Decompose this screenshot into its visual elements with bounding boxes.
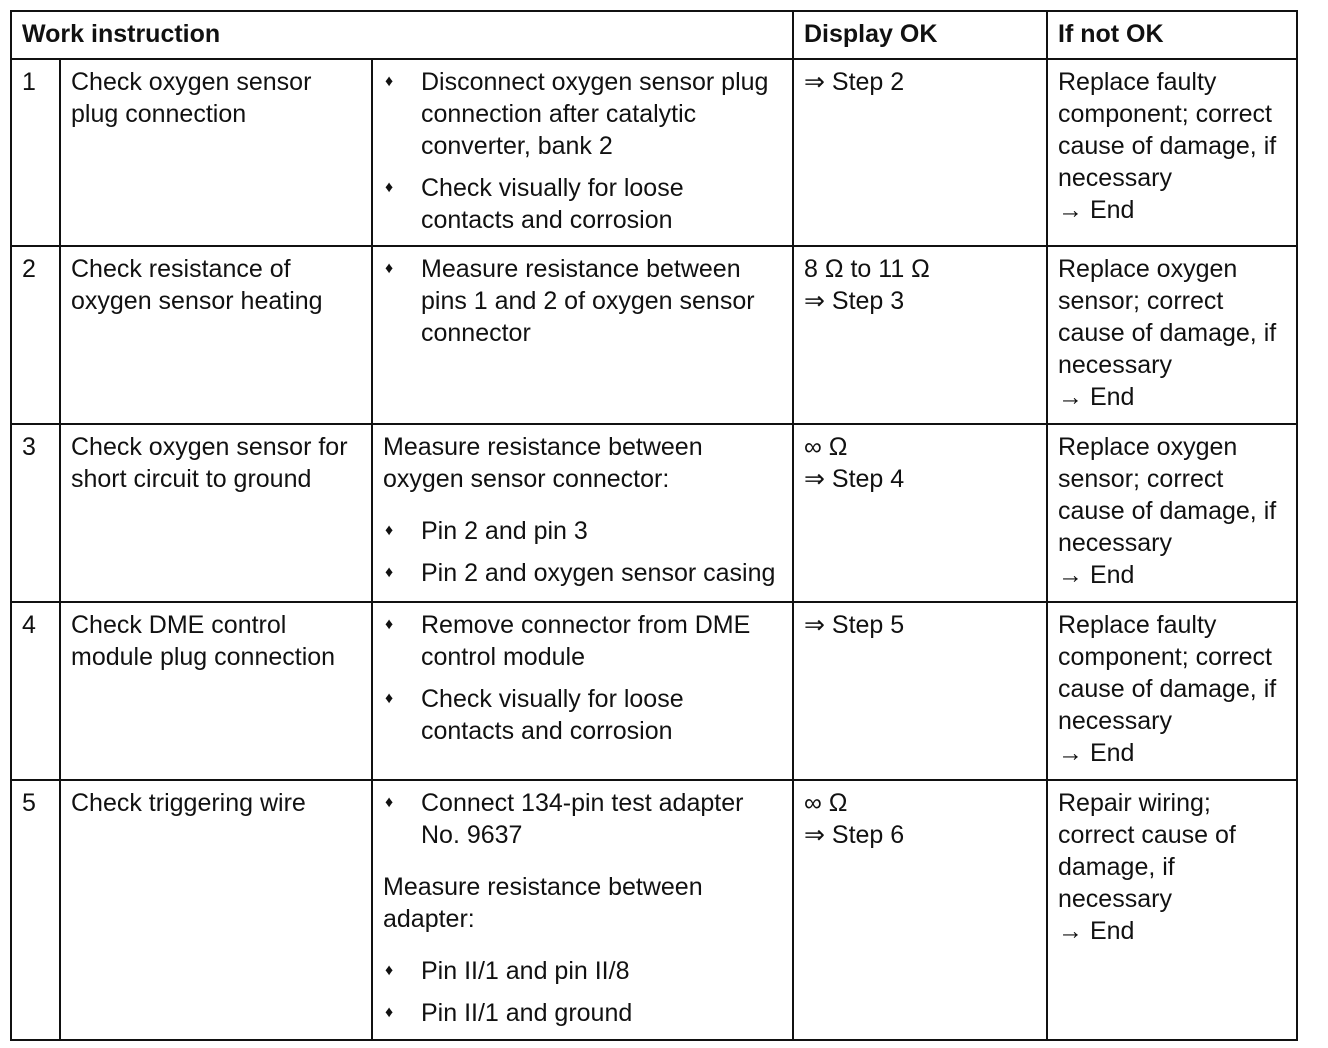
bullet-diamond-icon: ♦ bbox=[385, 690, 394, 707]
bullet-diamond-icon: ♦ bbox=[385, 616, 394, 633]
header-display-ok: Display OK bbox=[793, 11, 1047, 59]
bullet-item: ♦ Measure resistance between pins 1 and 2 of oxygen sensor connector bbox=[385, 255, 755, 347]
bullet-diamond-icon: ♦ bbox=[385, 1004, 394, 1021]
bullet-item: ♦ Check visually for loose contacts and corrosion bbox=[385, 685, 684, 745]
table-row bbox=[11, 780, 1297, 1040]
instruction-text: Measure resistance between oxygen sensor connector: bbox=[383, 433, 703, 493]
bullet-item: ♦ Pin II/1 and ground bbox=[385, 999, 633, 1027]
table-row bbox=[11, 424, 1297, 602]
display-ok-cell: ⇒ Step 5 bbox=[793, 602, 1047, 780]
bullet-item: ♦ Pin II/1 and pin II/8 bbox=[385, 957, 630, 985]
check-description: Check oxygen sensor plug connection bbox=[60, 59, 372, 246]
action-cell bbox=[372, 424, 793, 602]
bullet-diamond-icon: ♦ bbox=[385, 962, 394, 979]
bullet-diamond-icon: ♦ bbox=[385, 260, 394, 277]
bullet-item: ♦ Check visually for loose contacts and corrosion bbox=[385, 174, 684, 234]
bullet-item: ♦ Pin 2 and oxygen sensor casing bbox=[385, 559, 776, 587]
if-not-ok-cell: Replace oxygen sensor; correct cause of damage, if necessary → End bbox=[1047, 246, 1297, 424]
bullet-diamond-icon: ♦ bbox=[385, 522, 394, 539]
table-row bbox=[11, 246, 1297, 424]
if-not-ok-cell: Replace faulty component; correct cause of damage, if necessary → End bbox=[1047, 59, 1297, 246]
bullet-diamond-icon: ♦ bbox=[385, 73, 394, 90]
table-row bbox=[11, 602, 1297, 780]
bullet-item: ♦ Connect 134-pin test adapter No. 9637 bbox=[385, 789, 744, 849]
header-work-instruction: Work instruction bbox=[11, 11, 793, 59]
step-number: 2 bbox=[11, 246, 60, 424]
work-instruction-table bbox=[10, 10, 1298, 1041]
step-number: 5 bbox=[11, 780, 60, 1040]
bullet-diamond-icon: ♦ bbox=[385, 564, 394, 581]
if-not-ok-cell: Replace faulty component; correct cause of damage, if necessary → End bbox=[1047, 602, 1297, 780]
header-if-not-ok: If not OK bbox=[1047, 11, 1297, 59]
display-ok-cell: ⇒ Step 2 bbox=[793, 59, 1047, 246]
action-cell bbox=[372, 59, 793, 246]
if-not-ok-cell: Repair wiring; correct cause of damage, if necessary → End bbox=[1047, 780, 1297, 1040]
check-description: Check DME control module plug connection bbox=[60, 602, 372, 780]
display-ok-cell: ∞ Ω ⇒ Step 4 bbox=[793, 424, 1047, 602]
step-number: 3 bbox=[11, 424, 60, 602]
bullet-item: ♦ Remove connector from DME control module bbox=[385, 611, 751, 671]
bullet-diamond-icon: ♦ bbox=[385, 179, 394, 196]
display-ok-cell: 8 Ω to 11 Ω ⇒ Step 3 bbox=[793, 246, 1047, 424]
action-cell bbox=[372, 602, 793, 780]
step-number: 4 bbox=[11, 602, 60, 780]
instruction-text: Measure resistance between adapter: bbox=[383, 873, 703, 933]
display-ok-cell: ∞ Ω ⇒ Step 6 bbox=[793, 780, 1047, 1040]
step-number: 1 bbox=[11, 59, 60, 246]
check-description: Check triggering wire bbox=[60, 780, 372, 1040]
check-description: Check resistance of oxygen sensor heating bbox=[60, 246, 372, 424]
table-row bbox=[11, 59, 1297, 246]
header-row bbox=[11, 11, 1297, 59]
action-cell bbox=[372, 780, 793, 1040]
if-not-ok-cell: Replace oxygen sensor; correct cause of damage, if necessary → End bbox=[1047, 424, 1297, 602]
bullet-item: ♦ Disconnect oxygen sensor plug connection after catalytic converter, bank 2 bbox=[385, 68, 769, 160]
bullet-diamond-icon: ♦ bbox=[385, 794, 394, 811]
action-cell bbox=[372, 246, 793, 424]
bullet-item: ♦ Pin 2 and pin 3 bbox=[385, 517, 588, 545]
check-description: Check oxygen sensor for short circuit to ground bbox=[60, 424, 372, 602]
